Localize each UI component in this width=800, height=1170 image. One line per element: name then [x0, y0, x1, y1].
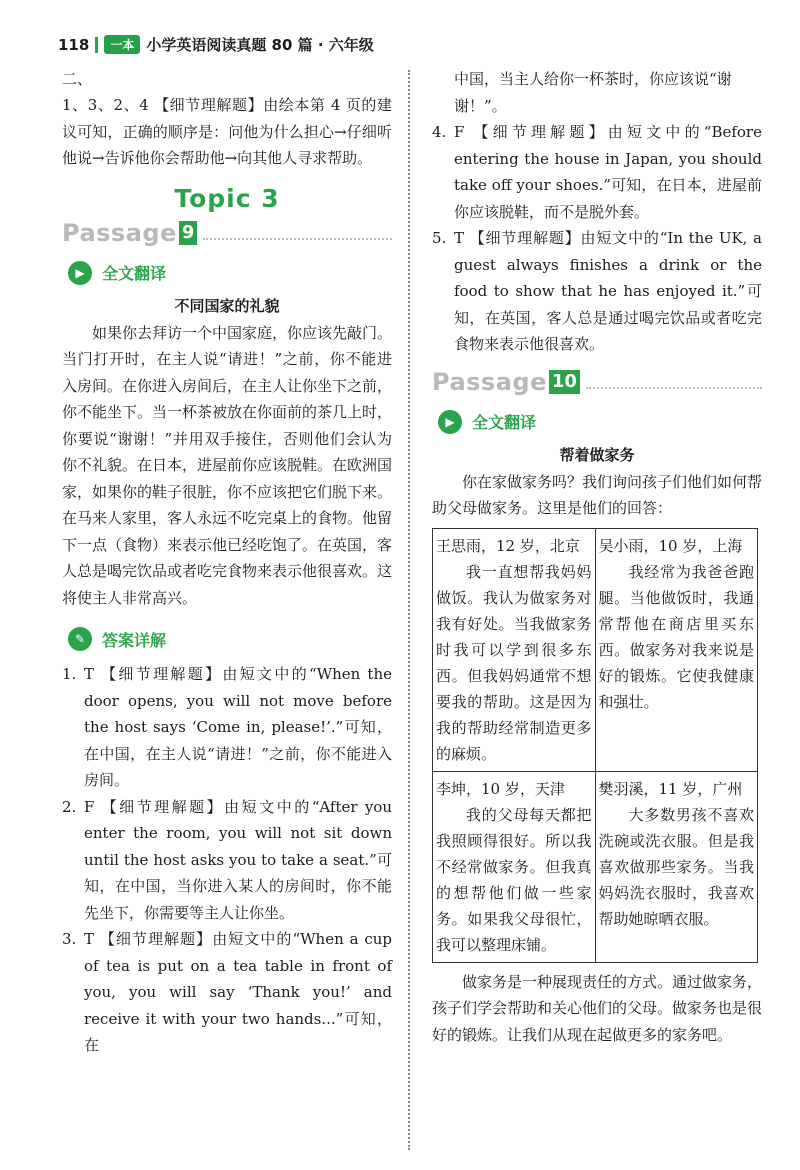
column-divider — [408, 70, 410, 1150]
table-cell — [595, 528, 758, 771]
child-name: 樊羽溪，11 岁，广州 — [598, 779, 743, 798]
continued-answer-text: 中国，当主人给你一杯茶时，你应该说“谢谢！”。 — [454, 70, 732, 115]
child-answer: 我一直想帮我妈妈做饭。我认为做家务对我有好处。当我做家务时我可以学到很多东西。但我妈妈通常不想要我的帮助。这是因为我的帮助经常制造更多的麻烦。 — [436, 562, 592, 763]
answers-label: 答案详解 — [102, 630, 167, 650]
table-row — [433, 771, 758, 962]
answer-text: F 【细节理解题】由短文中的“After you enter the room, you will not sit down until the host asks you to take a seat.”可知，在中国，当你进入某人的房间时，你不能先坐下，你需要等主人让你坐。 — [84, 797, 392, 922]
answer-text: T 【细节理解题】由短文中的“In the UK, a guest always finishes a drink or the food to show that he has enjoyed it.”可知，在英国，客人总是通过喝完饮品或者吃完食物来表示他很喜欢。 — [454, 229, 762, 353]
passage-number: 10 — [549, 370, 580, 394]
answer-number: 2. — [62, 797, 77, 816]
child-answer: 我的父母每天都把我照顾得很好。所以我不经常做家务。但我真的想帮他们做一些家务。如果我父母很忙，我可以整理床铺。 — [436, 805, 592, 954]
answer-number: 4. — [432, 123, 447, 141]
passage-label: Passage — [62, 218, 177, 247]
translation-heading — [68, 261, 392, 285]
child-name: 吴小雨，10 岁，上海 — [598, 536, 743, 555]
translation-conclusion: 做家务是一种展现责任的方式。通过做家务，孩子们学会帮助和关心他们的父母。做家务也是很好的锻炼。让我们从现在起做更多的家务吧。 — [432, 972, 763, 1044]
passage-9-heading — [62, 219, 392, 247]
table-cell — [595, 771, 758, 962]
answer-order-text: 1、3、2、4 【细节理解题】由绘本第 4 页的建议可知，正确的顺序是：问他为什么担心→仔细听他说→告诉他你会帮助他→向其他人寻求帮助。 — [62, 96, 392, 167]
child-name: 李坤，10 岁，天津 — [436, 779, 565, 798]
answer-item — [62, 926, 392, 1059]
play-icon: ▶ — [68, 261, 92, 285]
page-header — [58, 34, 374, 55]
child-answer: 大多数男孩不喜欢洗碗或洗衣服。但是我喜欢做那些家务。当我妈妈洗衣服时，我喜欢帮助她晾晒衣服。 — [598, 805, 754, 928]
right-column — [432, 66, 762, 1048]
passage-number: 9 — [179, 221, 198, 245]
section-two-heading: 二、 — [62, 70, 93, 88]
answers-heading — [68, 627, 392, 651]
answers-table — [432, 528, 758, 963]
answer-number: 5. — [432, 229, 447, 247]
translation-title: 帮着做家务 — [559, 445, 635, 464]
brand-logo: 一本 — [104, 35, 140, 54]
answer-text: F 【细节理解题】由短文中的“Before entering the house in Japan, you should take off your shoes.”可知，在日本，进屋前你应该脱鞋，而不是脱外套。 — [454, 123, 762, 221]
translation-label: 全文翻译 — [102, 264, 167, 283]
pencil-icon: ✎ — [68, 627, 92, 651]
answer-item — [62, 661, 392, 794]
translation-body: 如果你去拜访一个中国家庭，你应该先敲门。当门打开时，在主人说“请进！”之前，你不能进入房间。在你进入房间后，在主人让你坐下之前，你不能坐下。当一杯茶被放在你面前的茶几上时，你要说“谢谢！”并用双手接住，否则他们会认为你不礼貌。在日本，进屋前你应该脱鞋。在欧洲国家，如果你的鞋子很脏，你不应该把它们脱下来。在马来人家里，客人永远不吃完桌上的食物。他留下一点（食物）来表示他已经吃饱了。在英国，客人总是喝完饮品或者吃完食物来表示他很喜欢。这将使主人非常高兴。 — [62, 323, 393, 607]
answer-item — [432, 119, 762, 225]
table-cell — [433, 771, 596, 962]
answer-text: T 【细节理解题】由短文中的“When a cup of tea is put on a tea table in front of you, you will say ‘Thank you!’ and receive it with your two hands...”可知，在 — [84, 930, 392, 1054]
translation-title: 不同国家的礼貌 — [174, 296, 280, 315]
child-name: 王思雨，12 岁，北京 — [436, 536, 580, 555]
passage-10-heading — [432, 368, 762, 396]
child-answer: 我经常为我爸爸跑腿。当他做饭时，我通常帮他在商店里买东西。做家务对我来说是好的锻炼。它使我健康和强壮。 — [598, 562, 754, 711]
answer-number: 1. — [62, 665, 77, 683]
translation-intro: 你在家做家务吗？我们询问孩子们他们如何帮助父母做家务。这里是他们的回答： — [432, 472, 763, 517]
dotted-rule — [586, 375, 762, 389]
book-title: 小学英语阅读真题 80 篇 · 六年级 — [146, 36, 374, 54]
answer-number: 3. — [62, 930, 77, 948]
translation-heading — [438, 410, 762, 434]
page-number: 118 — [58, 35, 90, 54]
header-divider — [95, 37, 98, 53]
topic-heading: Topic 3 — [174, 183, 280, 213]
translation-label: 全文翻译 — [472, 413, 537, 432]
answer-text: T 【细节理解题】由短文中的“When the door opens, you will not move before the host says ‘Come in, please!’.”可知，在中国，在主人说“请进！”之前，你不能进入房间。 — [84, 665, 392, 789]
left-column — [62, 66, 392, 1059]
dotted-rule — [203, 226, 392, 240]
passage-label: Passage — [432, 367, 547, 396]
table-cell — [433, 528, 596, 771]
answer-item — [432, 225, 762, 358]
play-icon: ▶ — [438, 410, 462, 434]
answer-item — [62, 794, 392, 927]
table-row — [433, 528, 758, 771]
